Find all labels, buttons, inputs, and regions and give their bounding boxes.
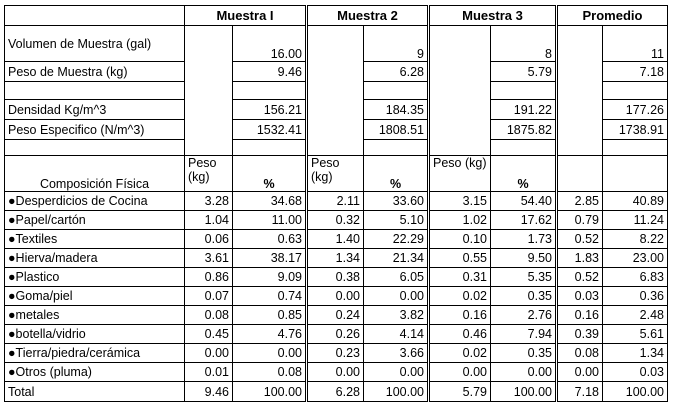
composition-row (5, 306, 668, 325)
blank-cell (5, 140, 185, 156)
percent-cell: 7.94 (491, 325, 557, 344)
composition-row (5, 211, 668, 230)
total-value: 7.18 (557, 382, 603, 402)
weight-kg-cell: 2.85 (557, 192, 603, 211)
composition-label: ●Tierra/piedra/cerámica (5, 344, 185, 363)
percent-cell: 54.40 (491, 192, 557, 211)
header-row (5, 6, 668, 26)
percent-col-header: % (233, 156, 307, 192)
percent-cell: 0.03 (603, 363, 668, 382)
percent-col-header: % (491, 156, 557, 192)
weight-value: 7.18 (603, 62, 668, 82)
spacer-cell (185, 26, 233, 62)
spacer-cell (429, 26, 491, 62)
percent-cell: 1.34 (603, 344, 668, 363)
spacer-cell (185, 62, 233, 82)
composition-label: ●Goma/piel (5, 287, 185, 306)
total-value: 6.28 (307, 382, 364, 402)
spacer-cell (429, 120, 491, 140)
weight-kg-cell: 0.16 (429, 306, 491, 325)
composition-label: ●metales (5, 306, 185, 325)
weight-kg-cell: 0.52 (557, 230, 603, 249)
percent-cell: 33.60 (364, 192, 429, 211)
weight-kg-cell: 0.02 (429, 287, 491, 306)
total-value: 100.00 (364, 382, 429, 402)
percent-cell: 23.00 (603, 249, 668, 268)
spacer-cell (429, 82, 491, 100)
weight-kg-cell: 3.15 (429, 192, 491, 211)
weight-kg-cell: 0.07 (185, 287, 233, 306)
percent-cell: 0.00 (364, 287, 429, 306)
weight-value: 5.79 (491, 62, 557, 82)
percent-cell: 4.76 (233, 325, 307, 344)
percent-cell: 1.73 (491, 230, 557, 249)
spacer-cell (557, 62, 603, 82)
composition-title: Composición Física (5, 156, 185, 192)
blank-cell (491, 140, 557, 156)
composition-label: ●botella/vidrio (5, 325, 185, 344)
corner-cell (5, 6, 185, 26)
density-value: 184.35 (364, 100, 429, 120)
spacer-cell (557, 120, 603, 140)
spacer-cell (307, 140, 364, 156)
volume-row (5, 26, 668, 62)
composition-row (5, 344, 668, 363)
blank-cell (603, 82, 668, 100)
weight-kg-cell: 3.61 (185, 249, 233, 268)
percent-cell: 5.61 (603, 325, 668, 344)
blank-cell (364, 82, 429, 100)
weight-col-header: Peso (kg) (429, 156, 491, 192)
percent-cell: 2.76 (491, 306, 557, 325)
weight-col-header: Peso (kg) (185, 156, 233, 192)
weight-kg-cell: 1.02 (429, 211, 491, 230)
sample3-header: Muestra 3 (429, 6, 557, 26)
blank-cell (5, 82, 185, 100)
percent-cell: 0.00 (491, 363, 557, 382)
percent-cell: 0.85 (233, 306, 307, 325)
weight-kg-cell: 2.11 (307, 192, 364, 211)
percent-cell: 0.35 (491, 287, 557, 306)
percent-cell: 17.62 (491, 211, 557, 230)
weight-kg-cell: 1.83 (557, 249, 603, 268)
volume-value: 11 (603, 26, 668, 62)
weight-kg-cell: 0.79 (557, 211, 603, 230)
specific-weight-value: 1808.51 (364, 120, 429, 140)
percent-cell: 9.09 (233, 268, 307, 287)
spacer-cell (557, 82, 603, 100)
weight-kg-cell: 3.28 (185, 192, 233, 211)
sample1-header: Muestra I (185, 6, 307, 26)
composition-row (5, 363, 668, 382)
percent-col-header: % (364, 156, 429, 192)
composition-label: ●Otros (pluma) (5, 363, 185, 382)
spacer-cell (557, 26, 603, 62)
weight-kg-cell: 0.01 (185, 363, 233, 382)
percent-cell: 0.00 (233, 344, 307, 363)
weight-kg-cell: 0.32 (307, 211, 364, 230)
percent-cell: 3.82 (364, 306, 429, 325)
spacer-cell (307, 62, 364, 82)
weight-kg-cell: 0.26 (307, 325, 364, 344)
percent-cell: 22.29 (364, 230, 429, 249)
weight-kg-cell: 0.00 (307, 363, 364, 382)
spacer-cell (307, 26, 364, 62)
specific-weight-value: 1875.82 (491, 120, 557, 140)
weight-kg-cell: 0.06 (185, 230, 233, 249)
percent-cell: 5.35 (491, 268, 557, 287)
spacer-cell (307, 100, 364, 120)
percent-cell: 8.22 (603, 230, 668, 249)
weight-kg-cell: 1.40 (307, 230, 364, 249)
volume-label: Volumen de Muestra (gal) (5, 26, 185, 62)
volume-value: 8 (491, 26, 557, 62)
composition-row (5, 192, 668, 211)
weight-kg-cell: 0.00 (307, 287, 364, 306)
percent-cell: 11.00 (233, 211, 307, 230)
weight-label: Peso de Muestra (kg) (5, 62, 185, 82)
spacer-cell (429, 140, 491, 156)
total-value: 100.00 (491, 382, 557, 402)
density-label: Densidad Kg/m^3 (5, 100, 185, 120)
weight-kg-cell: 0.39 (557, 325, 603, 344)
specific-weight-value: 1738.91 (603, 120, 668, 140)
blank-row (5, 140, 668, 156)
density-value: 177.26 (603, 100, 668, 120)
total-value: 100.00 (233, 382, 307, 402)
percent-cell: 5.10 (364, 211, 429, 230)
composition-row (5, 287, 668, 306)
percent-cell: 6.05 (364, 268, 429, 287)
weight-kg-cell: 0.52 (557, 268, 603, 287)
spacer-cell (307, 120, 364, 140)
blank-cell (603, 140, 668, 156)
weight-row (5, 62, 668, 82)
total-label: Total (5, 382, 185, 402)
weight-kg-cell: 0.24 (307, 306, 364, 325)
composition-label: ●Desperdicios de Cocina (5, 192, 185, 211)
composition-header-row (5, 156, 668, 192)
percent-cell: 6.83 (603, 268, 668, 287)
percent-cell: 2.48 (603, 306, 668, 325)
blank-cell (603, 156, 668, 192)
weight-col-header: Peso (kg) (307, 156, 364, 192)
blank-cell (491, 82, 557, 100)
spacer-cell (185, 100, 233, 120)
spacer-cell (185, 82, 233, 100)
blank-row (5, 82, 668, 100)
weight-kg-cell: 0.00 (557, 363, 603, 382)
composition-row (5, 230, 668, 249)
composition-label: ●Hierva/madera (5, 249, 185, 268)
weight-kg-cell: 1.04 (185, 211, 233, 230)
percent-cell: 0.00 (364, 363, 429, 382)
percent-cell: 40.89 (603, 192, 668, 211)
weight-value: 6.28 (364, 62, 429, 82)
percent-cell: 3.66 (364, 344, 429, 363)
weight-kg-cell: 0.08 (185, 306, 233, 325)
sample2-header: Muestra 2 (307, 6, 429, 26)
weight-kg-cell: 0.23 (307, 344, 364, 363)
spacer-cell (557, 100, 603, 120)
blank-cell (364, 140, 429, 156)
percent-cell: 0.63 (233, 230, 307, 249)
composition-label: ●Plastico (5, 268, 185, 287)
weight-kg-cell: 0.16 (557, 306, 603, 325)
weight-kg-cell: 0.55 (429, 249, 491, 268)
spacer-cell (307, 82, 364, 100)
percent-cell: 0.36 (603, 287, 668, 306)
weight-kg-cell: 1.34 (307, 249, 364, 268)
total-value: 5.79 (429, 382, 491, 402)
density-row (5, 100, 668, 120)
spacer-cell (185, 140, 233, 156)
total-value: 100.00 (603, 382, 668, 402)
specific-weight-row (5, 120, 668, 140)
specific-weight-value: 1532.41 (233, 120, 307, 140)
spacer-cell (185, 120, 233, 140)
spacer-cell (557, 140, 603, 156)
percent-cell: 21.34 (364, 249, 429, 268)
composition-label: ●Textiles (5, 230, 185, 249)
percent-cell: 0.35 (491, 344, 557, 363)
weight-kg-cell: 0.03 (557, 287, 603, 306)
weight-kg-cell: 0.46 (429, 325, 491, 344)
composition-rows (5, 192, 668, 382)
blank-cell (233, 140, 307, 156)
weight-value: 9.46 (233, 62, 307, 82)
composition-row (5, 325, 668, 344)
composition-label: ●Papel/cartón (5, 211, 185, 230)
volume-value: 9 (364, 26, 429, 62)
weight-kg-cell: 0.31 (429, 268, 491, 287)
composition-row (5, 268, 668, 287)
weight-kg-cell: 0.02 (429, 344, 491, 363)
percent-cell: 0.08 (233, 363, 307, 382)
percent-cell: 4.14 (364, 325, 429, 344)
density-value: 156.21 (233, 100, 307, 120)
weight-kg-cell: 0.38 (307, 268, 364, 287)
blank-cell (557, 156, 603, 192)
total-row (5, 382, 668, 402)
weight-kg-cell: 0.00 (185, 344, 233, 363)
weight-kg-cell: 0.00 (429, 363, 491, 382)
weight-kg-cell: 0.45 (185, 325, 233, 344)
spacer-cell (429, 62, 491, 82)
composition-row (5, 249, 668, 268)
weight-kg-cell: 0.08 (557, 344, 603, 363)
average-header: Promedio (557, 6, 668, 26)
percent-cell: 38.17 (233, 249, 307, 268)
weight-kg-cell: 0.10 (429, 230, 491, 249)
percent-cell: 11.24 (603, 211, 668, 230)
total-value: 9.46 (185, 382, 233, 402)
percent-cell: 0.74 (233, 287, 307, 306)
specific-weight-label: Peso Especifico (N/m^3) (5, 120, 185, 140)
density-value: 191.22 (491, 100, 557, 120)
percent-cell: 34.68 (233, 192, 307, 211)
waste-composition-table (4, 5, 668, 402)
volume-value: 16.00 (233, 26, 307, 62)
spacer-cell (429, 100, 491, 120)
blank-cell (233, 82, 307, 100)
weight-kg-cell: 0.86 (185, 268, 233, 287)
percent-cell: 9.50 (491, 249, 557, 268)
